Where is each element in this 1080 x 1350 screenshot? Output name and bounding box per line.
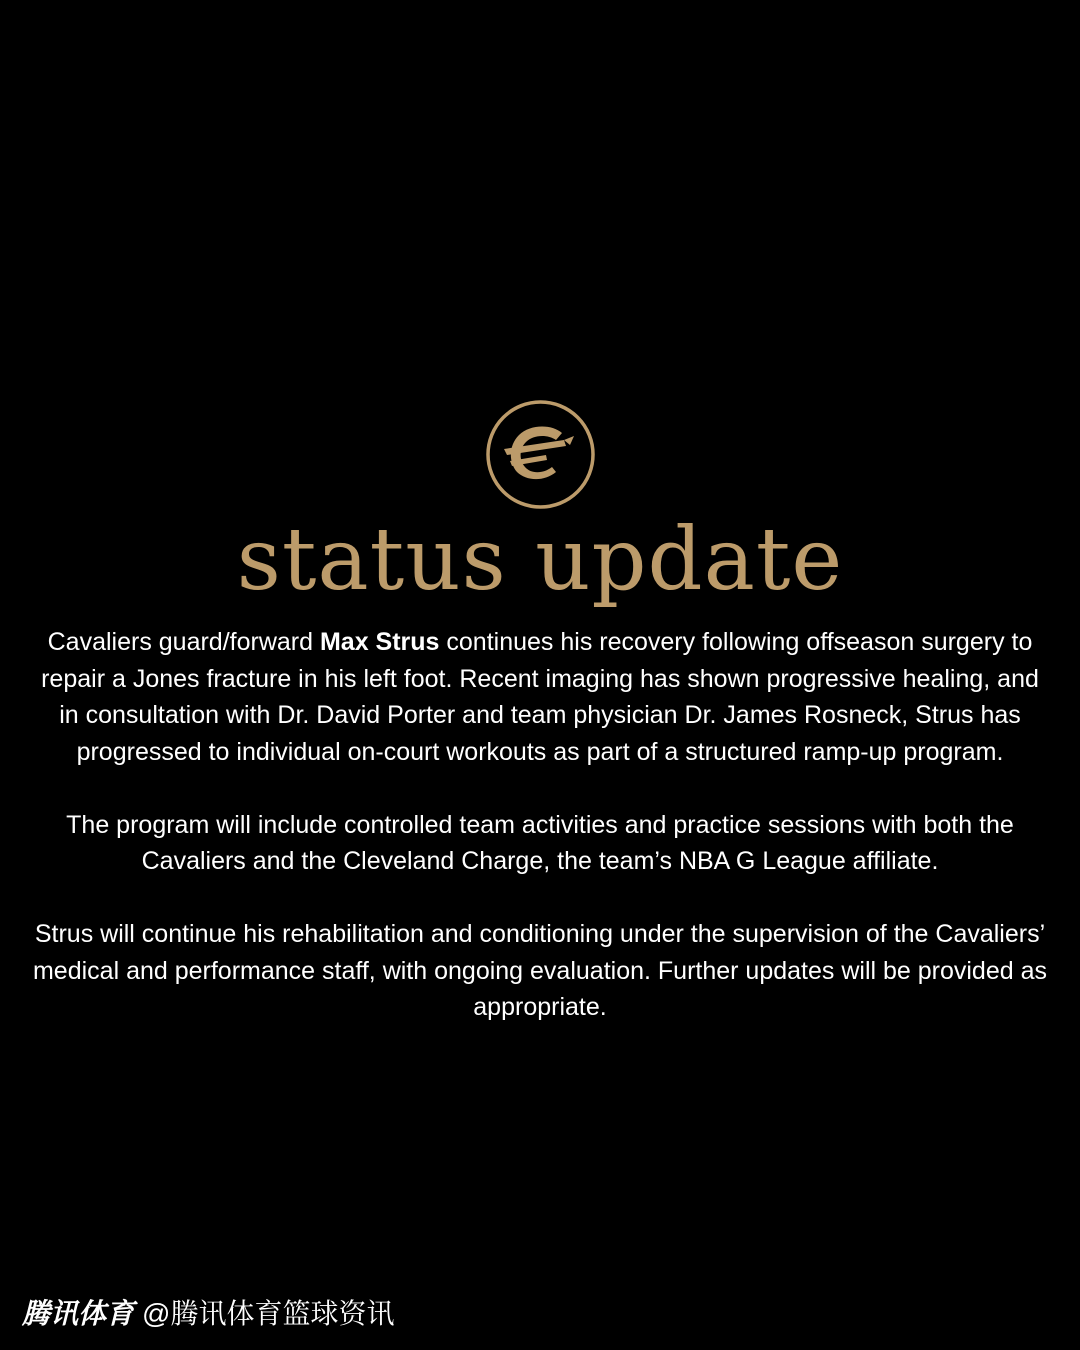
- paragraph-intro: Cavaliers guard/forward: [47, 628, 320, 656]
- paragraph-rehab: Strus will continue his rehabilitation and conditioning under the supervision of the Cavaliers’ medical and performance staff, with ongoing evaluation. Further updates will be provided as appropriate.: [32, 920, 1047, 1021]
- watermark-brand: 腾讯体育: [22, 1298, 135, 1329]
- statement-body: [30, 624, 1050, 1026]
- paragraph-recovery-text: continues his recovery following offseason surgery to repair a Jones fracture in his left foot. Recent imaging has shown progressive healing, and in consultation with Dr. David Porter and team physician Dr. James Rosneck, Strus has progressed to individual on-court workouts as part of a structured ramp-up program.: [41, 628, 1039, 766]
- paragraph-recovery: [30, 624, 1050, 770]
- cavaliers-logo: [486, 400, 595, 509]
- source-watermark: [22, 1294, 394, 1334]
- cavaliers-c-logo-icon: [486, 400, 595, 509]
- player-name: Max Strus: [319, 628, 440, 656]
- status-update-title: status update: [236, 510, 844, 610]
- paragraph-program: The program will include controlled team activities and practice sessions with both the Cavaliers and the Cleveland Charge, the team’s NBA G League affiliate.: [66, 810, 1014, 875]
- watermark-handle: @腾讯体育篮球资讯: [142, 1298, 395, 1329]
